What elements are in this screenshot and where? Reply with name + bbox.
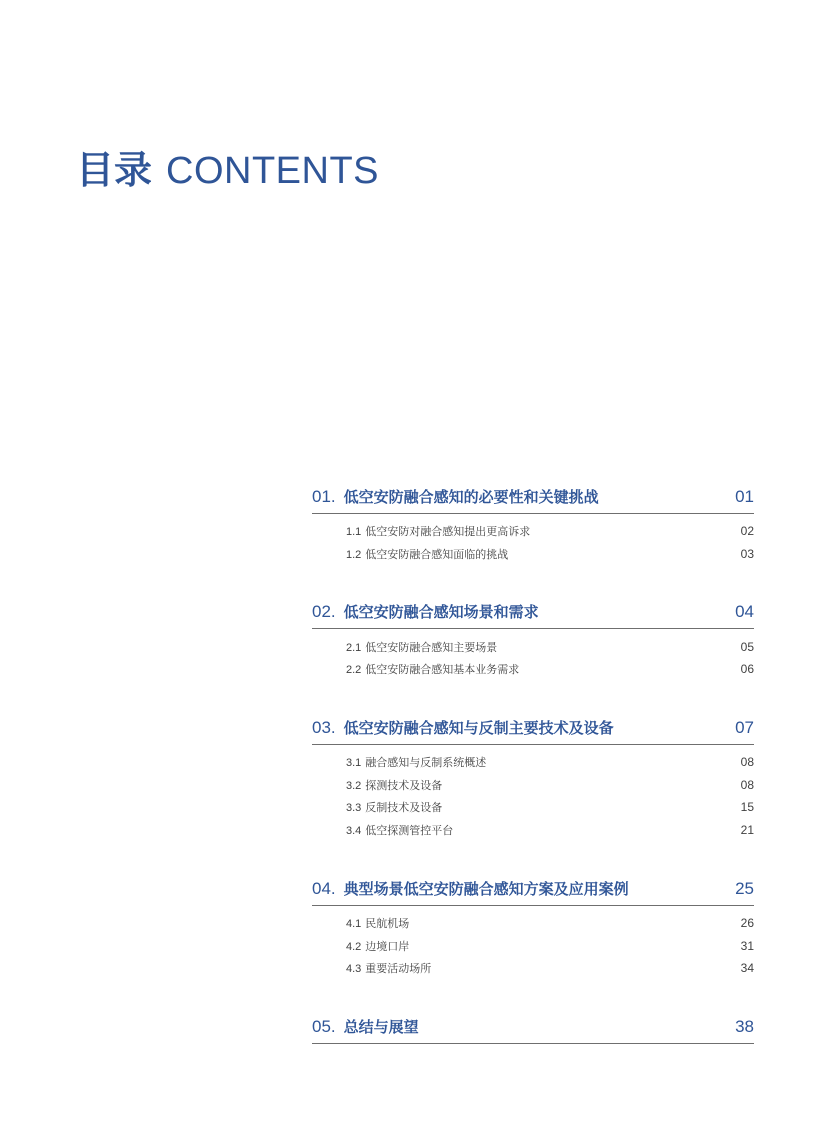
section-title: 低空安防融合感知场景和需求 (343, 603, 539, 622)
section-heading[interactable] (312, 1016, 754, 1044)
item-title: 边境口岸 (365, 939, 410, 953)
section-page: 04 (735, 602, 754, 622)
item-title: 融合感知与反制系统概述 (365, 756, 487, 770)
section-number: 01. (312, 487, 336, 506)
item-number: 1.1 (346, 526, 362, 539)
toc-section-05 (312, 1016, 754, 1044)
section-title: 总结与展望 (343, 1017, 419, 1036)
item-title: 反制技术及设备 (365, 801, 443, 815)
section-page: 25 (735, 878, 754, 898)
item-title: 民航机场 (365, 916, 410, 930)
item-page: 06 (740, 662, 754, 677)
toc-item[interactable] (312, 819, 754, 842)
toc-section-01 (312, 486, 754, 565)
section-title: 典型场景低空安防融合感知方案及应用案例 (343, 879, 629, 898)
toc-item[interactable] (312, 773, 754, 796)
section-heading[interactable] (312, 601, 754, 629)
section-page: 01 (735, 487, 754, 506)
toc-item[interactable] (312, 658, 754, 681)
section-number: 05. (312, 1016, 336, 1036)
table-of-contents (312, 486, 754, 1044)
item-number: 3.3 (346, 802, 362, 815)
toc-item[interactable] (312, 520, 754, 543)
item-title: 重要活动场所 (365, 962, 432, 976)
item-page: 08 (740, 755, 754, 770)
item-number: 3.1 (346, 757, 362, 770)
toc-item[interactable] (312, 912, 754, 935)
item-title: 低空安防融合感知主要场景 (365, 640, 498, 654)
section-number: 04. (312, 878, 336, 898)
item-page: 03 (740, 547, 754, 562)
item-title: 低空安防融合感知面临的挑战 (365, 548, 509, 562)
toc-section-03 (312, 717, 754, 842)
item-page: 15 (740, 800, 754, 815)
toc-item[interactable] (312, 934, 754, 957)
item-number: 2.2 (346, 664, 362, 677)
item-number: 4.1 (346, 917, 362, 930)
section-title: 低空安防融合感知的必要性和关键挑战 (343, 488, 599, 506)
item-page: 31 (740, 938, 754, 953)
item-number: 3.2 (346, 779, 362, 792)
item-title: 低空探测管控平台 (365, 824, 454, 838)
page-title (76, 148, 379, 193)
item-title: 探测技术及设备 (365, 778, 443, 792)
item-number: 2.1 (346, 641, 362, 654)
section-number: 02. (312, 602, 336, 622)
section-title: 低空安防融合感知与反制主要技术及设备 (343, 718, 614, 737)
toc-item[interactable] (312, 751, 754, 774)
section-number: 03. (312, 717, 336, 737)
toc-item[interactable] (312, 635, 754, 658)
page-title-en: CONTENTS (166, 150, 380, 192)
section-page: 38 (735, 1016, 754, 1036)
item-title: 低空安防融合感知基本业务需求 (365, 663, 520, 677)
toc-item[interactable] (312, 957, 754, 980)
section-heading[interactable] (312, 878, 754, 906)
item-page: 34 (740, 961, 754, 976)
item-page: 08 (740, 777, 754, 792)
item-page: 26 (740, 915, 754, 930)
section-heading[interactable] (312, 717, 754, 745)
toc-section-04 (312, 878, 754, 980)
item-title: 低空安防对融合感知提出更高诉求 (365, 525, 531, 539)
item-number: 1.2 (346, 549, 362, 562)
item-page: 02 (740, 524, 754, 539)
item-page: 05 (740, 639, 754, 654)
item-number: 4.2 (346, 940, 362, 953)
toc-item[interactable] (312, 543, 754, 566)
toc-item[interactable] (312, 796, 754, 819)
item-number: 3.4 (346, 825, 362, 838)
page-title-cn: 目录 (76, 148, 153, 192)
item-number: 4.3 (346, 963, 362, 976)
section-page: 07 (735, 717, 754, 737)
section-heading[interactable] (312, 486, 754, 514)
item-page: 21 (740, 823, 754, 838)
toc-section-02 (312, 601, 754, 680)
